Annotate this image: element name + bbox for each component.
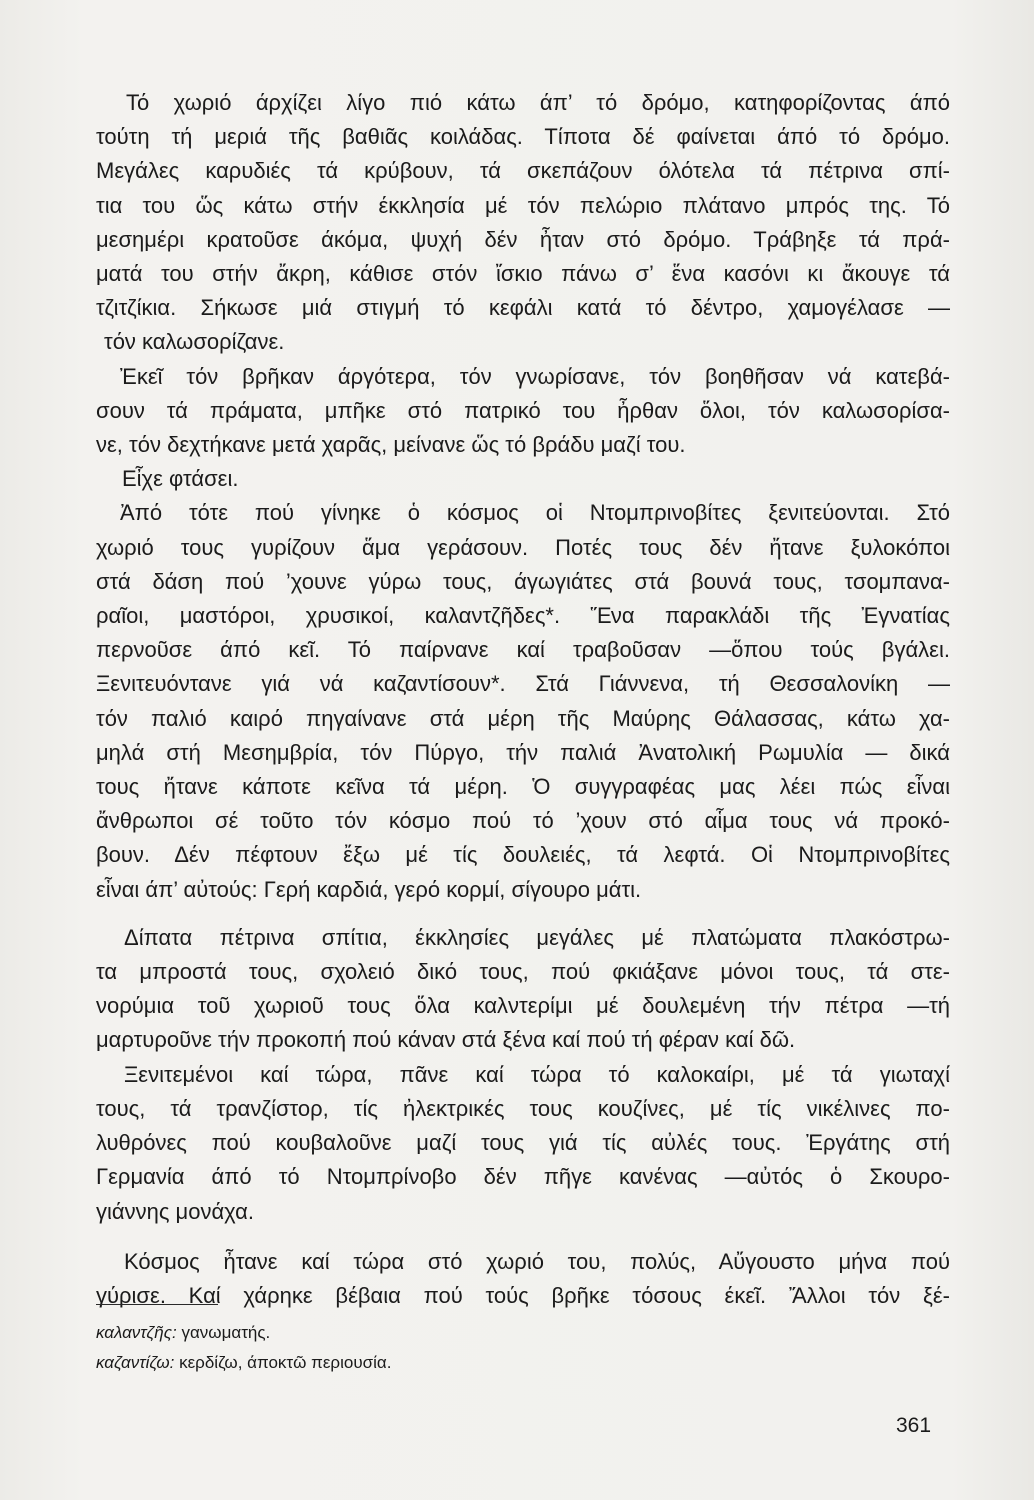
text-line: γύρισε. Καί χάρηκε βέβαια πού τούς βρῆκε τόσους έκεῖ. Ἄλλοι τόν ξέ-	[96, 1282, 950, 1308]
text-line: Ξενιτευόντανε γιά νά καζαντίσουν*. Στά Γιάννενα, τή Θεσσαλονίκη —	[96, 671, 950, 697]
text-line: περνοῦσε άπό κεῖ. Τό παίρνανε καί τραβοῦσαν —ὅπου τούς βγάλει.	[96, 637, 950, 663]
text-line: τόν καλωσορίζανε.	[104, 329, 285, 355]
footnote-term: καλαντζῆς:	[96, 1323, 177, 1342]
text-line: γιάννης μονάχα.	[96, 1198, 254, 1224]
body-text	[96, 86, 950, 1313]
paragraph-4	[96, 496, 950, 906]
text-line: χωριό τους γυρίζουν ἅμα γεράσουν. Ποτές τους δέν ἤτανε ξυλοκόποι	[96, 534, 950, 560]
text-line: τούτη τή μεριά τῆς βαθιᾶς κοιλάδας. Τίποτα δέ φαίνεται άπό τό δρόμο.	[96, 124, 950, 150]
text-line: τους, τά τρανζίστορ, τίς ἠλεκτρικές τους κουζίνες, μέ τίς νικέλινες πο-	[96, 1095, 950, 1121]
text-line: στά δάση πού ’χουνε γύρω τους, άγωγιάτες στά βουνά τους, τσομπανα-	[96, 568, 950, 594]
paragraph-spacer	[96, 907, 950, 921]
text-line: τζιτζίκια. Σήκωσε μιά στιγμή τό κεφάλι κατά τό δέντρο, χαμογέλασε —	[96, 295, 950, 321]
paragraph-3	[96, 462, 950, 496]
page-number: 361	[896, 1414, 932, 1437]
text-line: νε, τόν δεχτήκανε μετά χαρᾶς, μείνανε ὥς τό βράδυ μαζί του.	[96, 432, 686, 458]
footnote-definition: γανωματής.	[181, 1323, 271, 1342]
text-line: Εἶχε φτάσει.	[122, 466, 239, 492]
text-line: τους ἤτανε κάποτε κεῖνα τά μέρη. Ὁ συγγραφέας μας λέει πώς εἶναι	[96, 774, 950, 800]
text-line: Ξενιτεμένοι καί τώρα, πᾶνε καί τώρα τό καλοκαίρι, μέ τά γιωταχί	[124, 1061, 950, 1087]
text-line: Γερμανία άπό τό Ντομπρίνοβο δέν πῆγε κανένας —αὐτός ὁ Σκουρο-	[96, 1164, 950, 1190]
text-line: Ἀπό τότε πού γίνηκε ὁ κόσμος οἱ Ντομπρινοβίτες ξενιτεύονται. Στό	[120, 500, 950, 526]
text-line: λυθρόνες πού κουβαλοῦνε μαζί τους γιά τίς αὐλές τους. Ἐργάτης στή	[96, 1130, 950, 1156]
text-line: σουν τά πράματα, μπῆκε στό πατρικό του ἦρθαν ὅλοι, τόν καλωσορίσα-	[96, 397, 950, 423]
text-line: τα μπροστά τους, σχολειό δικό τους, πού φκιάξανε μόνοι τους, τά στε-	[96, 959, 950, 985]
text-line: Ἐκεῖ τόν βρῆκαν άργότερα, τόν γνωρίσανε, τόν βοηθῆσαν νά κατεβά-	[120, 363, 950, 389]
text-line: Μεγάλες καρυδιές τά κρύβουν, τά σκεπάζουν όλότελα τά πέτρινα σπί-	[96, 158, 950, 184]
text-line: μαρτυροῦνε τήν προκοπή πού κάναν στά ξένα καί πού τή φέραν καί δῶ.	[96, 1027, 796, 1053]
paragraph-2	[96, 360, 950, 463]
text-line: βουν. Δέν πέφτουν ἔξω μέ τίς δουλειές, τά λεφτά. Οἱ Ντομπρινοβίτες	[96, 842, 950, 868]
text-line: τια του ὥς κάτω στήν έκκλησία μέ τόν πελώριο πλάτανο μπρός της. Τό	[96, 192, 950, 218]
text-line: νορύμια τοῦ χωριοῦ τους ὅλα καλντερίμι μέ δουλεμένη τήν πέτρα —τή	[96, 993, 950, 1019]
footnote-item	[96, 1348, 391, 1378]
paragraph-6	[96, 1058, 950, 1229]
text-line: τόν παλιό καιρό πηγαίνανε στά μέρη τῆς Μαύρης Θάλασσας, κάτω χα-	[96, 705, 950, 731]
text-line: Κόσμος ἦτανε καί τώρα στό χωριό του, πολύς, Αὔγουστο μήνα πού	[124, 1248, 950, 1274]
text-line: ματά του στήν ἄκρη, κάθισε στόν ἴσκιο πάνω σ’ ἕνα κασόνι κι ἄκουγε τά	[96, 261, 950, 287]
paragraph-1	[96, 86, 950, 360]
text-line: Τό χωριό άρχίζει λίγο πιό κάτω άπ’ τό δρόμο, κατηφορίζοντας άπό	[126, 90, 950, 115]
footnotes	[96, 1318, 391, 1378]
text-line: Δίπατα πέτρινα σπίτια, έκκλησίες μεγάλες μέ πλατώματα πλακόστρω-	[124, 924, 950, 950]
text-line: μεσημέρι κρατοῦσε άκόμα, ψυχή δέν ἦταν στό δρόμο. Τράβηξε τά πρά-	[96, 226, 950, 252]
footnote-divider	[96, 1304, 218, 1305]
paragraph-spacer	[96, 1229, 950, 1245]
footnote-term: καζαντίζω:	[96, 1353, 175, 1372]
text-line: ραῖοι, μαστόροι, χρυσικοί, καλαντζῆδες*. Ἕνα παρακλάδι τῆς Ἐγνατίας	[96, 603, 950, 629]
paragraph-5	[96, 921, 950, 1058]
footnote-item	[96, 1318, 391, 1348]
paragraph-7	[96, 1245, 950, 1313]
footnote-definition: κερδίζω, άποκτῶ περιουσία.	[179, 1353, 392, 1372]
text-line: εἶναι άπ’ αὐτούς: Γερή καρδιά, γερό κορμί, σίγουρο μάτι.	[96, 876, 642, 902]
text-line: μηλά στή Μεσημβρία, τόν Πύργο, τήν παλιά Ἀνατολική Ρωμυλία — δικά	[96, 739, 950, 765]
text-line: ἄνθρωποι σέ τοῦτο τόν κόσμο πού τό ’χουν στό αἷμα τους νά προκό-	[96, 808, 950, 834]
